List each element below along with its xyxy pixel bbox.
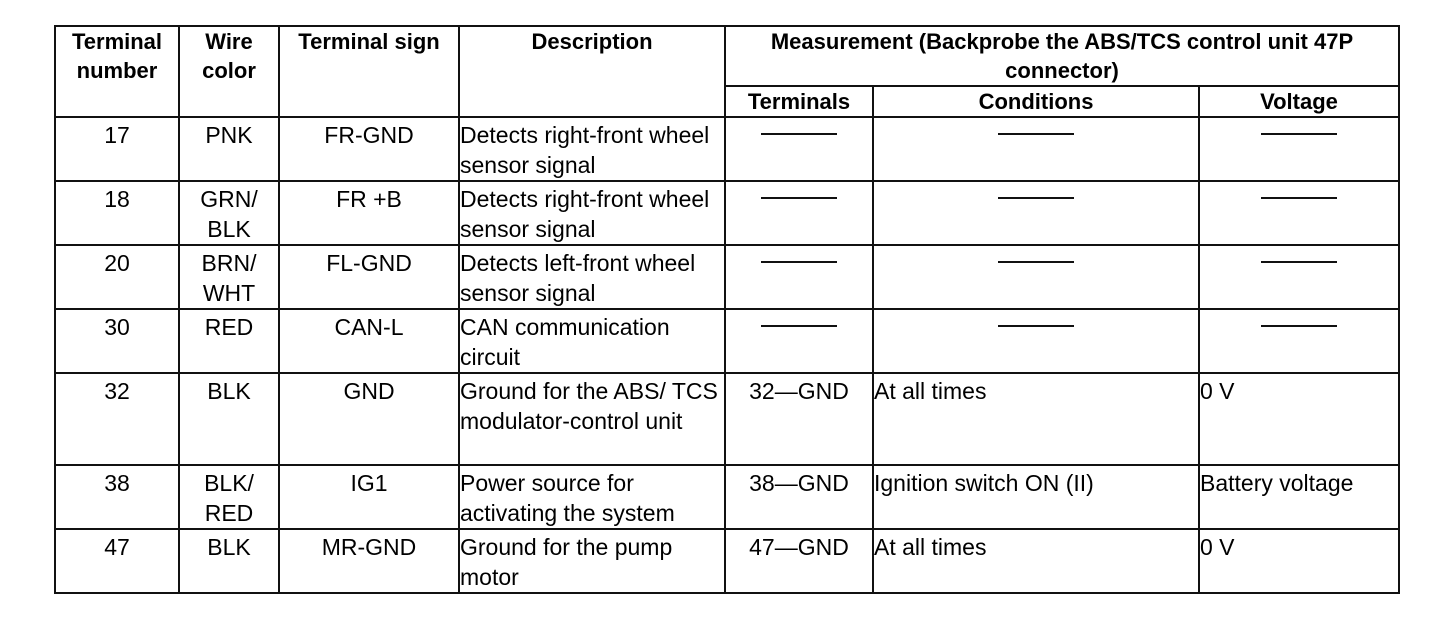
not-applicable-dash [998, 133, 1074, 135]
table-row [55, 309, 1399, 373]
voltage-cell: 0 V [1199, 373, 1399, 465]
not-applicable-dash [761, 133, 837, 135]
header-description: Description [459, 26, 725, 117]
measurement-terminals-cell: 38—GND [725, 465, 873, 529]
measurement-terminals-cell [725, 181, 873, 245]
voltage-cell [1199, 181, 1399, 245]
terminal-sign-cell: IG1 [279, 465, 459, 529]
not-applicable-dash [761, 261, 837, 263]
terminal-number-cell: 18 [55, 181, 179, 245]
not-applicable-dash [1261, 197, 1337, 199]
terminal-sign-cell: FR-GND [279, 117, 459, 181]
conditions-cell: At all times [873, 529, 1199, 593]
voltage-cell: Battery voltage [1199, 465, 1399, 529]
terminal-number-cell: 17 [55, 117, 179, 181]
header-conditions: Conditions [873, 86, 1199, 117]
not-applicable-dash [998, 261, 1074, 263]
wire-color-cell: BRN/ WHT [179, 245, 279, 309]
description-cell: Ground for the pump motor [459, 529, 725, 593]
description-cell: Ground for the ABS/ TCS modulator-control unit [459, 373, 725, 465]
measurement-terminals-cell [725, 245, 873, 309]
not-applicable-dash [1261, 325, 1337, 327]
not-applicable-dash [998, 325, 1074, 327]
conditions-cell: Ignition switch ON (II) [873, 465, 1199, 529]
conditions-cell [873, 117, 1199, 181]
terminal-sign-cell: FR +B [279, 181, 459, 245]
voltage-cell [1199, 245, 1399, 309]
description-cell: Detects right-front wheel sensor signal [459, 117, 725, 181]
terminal-sign-cell: MR-GND [279, 529, 459, 593]
measurement-terminals-cell [725, 309, 873, 373]
terminal-number-cell: 47 [55, 529, 179, 593]
not-applicable-dash [761, 325, 837, 327]
header-terminal-sign: Terminal sign [279, 26, 459, 117]
voltage-cell [1199, 117, 1399, 181]
conditions-cell [873, 309, 1199, 373]
header-voltage: Voltage [1199, 86, 1399, 117]
wire-color-cell: RED [179, 309, 279, 373]
conditions-cell [873, 245, 1199, 309]
table-body [55, 117, 1399, 593]
terminal-number-cell: 20 [55, 245, 179, 309]
measurement-terminals-cell: 47—GND [725, 529, 873, 593]
measurement-terminals-cell: 32—GND [725, 373, 873, 465]
header-measurement: Measurement (Backprobe the ABS/TCS control unit 47P connector) [725, 26, 1399, 86]
description-cell: Power source for activating the system [459, 465, 725, 529]
conditions-cell [873, 181, 1199, 245]
not-applicable-dash [761, 197, 837, 199]
conditions-cell: At all times [873, 373, 1199, 465]
not-applicable-dash [1261, 261, 1337, 263]
terminal-sign-cell: FL-GND [279, 245, 459, 309]
terminal-spec-table [54, 25, 1400, 594]
header-wire-color: Wire color [179, 26, 279, 117]
terminal-sign-cell: CAN-L [279, 309, 459, 373]
table-row [55, 373, 1399, 465]
wire-color-cell: GRN/ BLK [179, 181, 279, 245]
wire-color-cell: BLK/ RED [179, 465, 279, 529]
description-cell: CAN communication circuit [459, 309, 725, 373]
terminal-number-cell: 30 [55, 309, 179, 373]
terminal-number-cell: 32 [55, 373, 179, 465]
terminal-sign-cell: GND [279, 373, 459, 465]
table-row [55, 117, 1399, 181]
table-row [55, 181, 1399, 245]
wire-color-cell: PNK [179, 117, 279, 181]
measurement-terminals-cell [725, 117, 873, 181]
not-applicable-dash [1261, 133, 1337, 135]
voltage-cell: 0 V [1199, 529, 1399, 593]
description-cell: Detects right-front wheel sensor signal [459, 181, 725, 245]
not-applicable-dash [998, 197, 1074, 199]
voltage-cell [1199, 309, 1399, 373]
table-row [55, 529, 1399, 593]
header-terminal-number: Terminal number [55, 26, 179, 117]
terminal-number-cell: 38 [55, 465, 179, 529]
description-cell: Detects left-front wheel sensor signal [459, 245, 725, 309]
table-row [55, 245, 1399, 309]
wire-color-cell: BLK [179, 373, 279, 465]
header-terminals: Terminals [725, 86, 873, 117]
table-row [55, 465, 1399, 529]
wire-color-cell: BLK [179, 529, 279, 593]
